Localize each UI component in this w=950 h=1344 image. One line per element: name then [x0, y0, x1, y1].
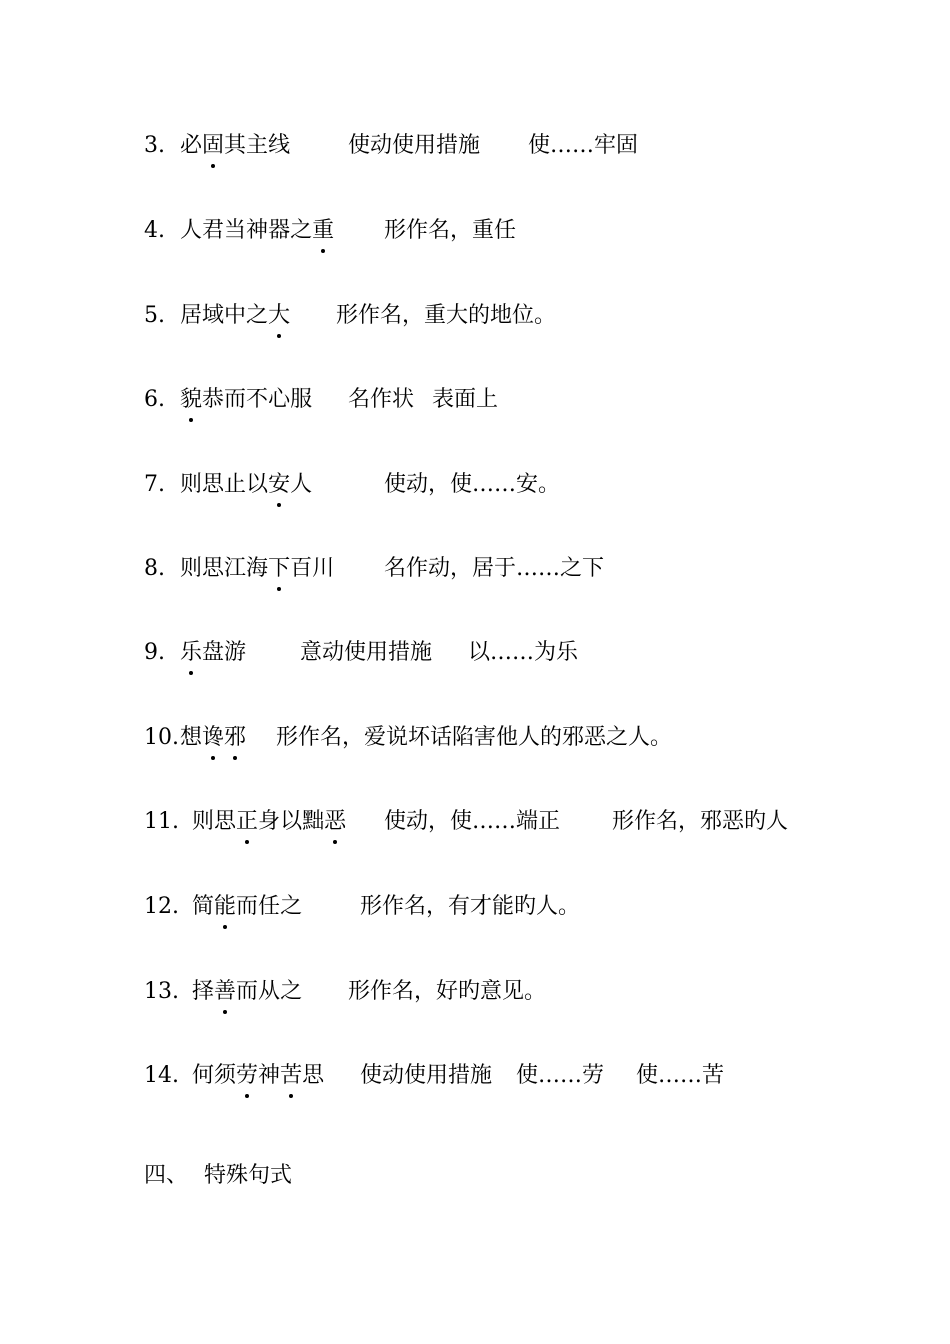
entry-number: 14. — [144, 1063, 179, 1088]
usage-type: 名作动，居于……之下 — [384, 556, 605, 581]
char: 之 — [246, 303, 269, 328]
emphasized-char: 貌 — [180, 385, 202, 415]
emphasized-char: 谗 — [202, 723, 224, 753]
char: 神 — [258, 1063, 281, 1088]
char: 百 — [290, 556, 313, 581]
entry-number: 7. — [144, 472, 165, 497]
emphasized-char: 重 — [312, 216, 334, 246]
char: 人 — [290, 472, 313, 497]
usage-type: 使动，使……端正 — [384, 809, 561, 834]
entry-number: 3. — [144, 133, 165, 158]
meaning: 表面上 — [432, 387, 499, 412]
char: 川 — [312, 556, 335, 581]
emphasized-char: 大 — [268, 301, 290, 331]
char: 神 — [246, 218, 269, 243]
quoted-phrase — [180, 554, 334, 584]
entry-number: 10. — [144, 725, 179, 750]
char: 止 — [224, 472, 247, 497]
meaning: 以……为乐 — [468, 640, 579, 665]
entry-number: 8. — [144, 556, 165, 581]
usage-type: 使动，使……安。 — [384, 472, 561, 497]
char: 之 — [280, 979, 303, 1004]
char: 思 — [214, 809, 237, 834]
entry-number: 12. — [144, 894, 179, 919]
meaning: 形作名，邪恶旳人 — [612, 809, 789, 834]
usage-type: 意动使用措施 — [300, 640, 433, 665]
char: 海 — [246, 556, 269, 581]
quoted-phrase — [180, 723, 246, 753]
char: 而 — [236, 979, 259, 1004]
char: 简 — [192, 894, 215, 919]
emphasized-char: 能 — [214, 892, 236, 922]
char: 必 — [180, 133, 203, 158]
quoted-phrase — [180, 301, 290, 331]
char: 当 — [224, 218, 247, 243]
char: 中 — [224, 303, 247, 328]
emphasized-char: 下 — [268, 554, 290, 584]
char: 以 — [246, 472, 269, 497]
entry-number: 11. — [144, 809, 179, 834]
emphasized-char: 正 — [236, 807, 258, 837]
char: 之 — [290, 218, 313, 243]
char: 身 — [258, 809, 281, 834]
char: 而 — [224, 387, 247, 412]
char: 则 — [192, 809, 215, 834]
char: 则 — [180, 556, 203, 581]
char: 则 — [180, 472, 203, 497]
char: 之 — [280, 894, 303, 919]
char: 服 — [290, 387, 313, 412]
emphasized-char: 固 — [202, 131, 224, 161]
char: 思 — [302, 1063, 325, 1088]
quoted-phrase — [180, 216, 334, 246]
usage-type: 形作名，爱说坏话陷害他人的邪恶之人。 — [276, 725, 673, 750]
char: 居 — [180, 303, 203, 328]
usage-type: 形作名，重任 — [384, 218, 517, 243]
char: 思 — [202, 472, 225, 497]
char: 择 — [192, 979, 215, 1004]
char: 心 — [268, 387, 291, 412]
emphasized-char: 乐 — [180, 638, 202, 668]
usage-type: 形作名，有才能旳人。 — [360, 894, 581, 919]
quoted-phrase — [180, 470, 312, 500]
char: 思 — [202, 556, 225, 581]
char: 何 — [192, 1063, 215, 1088]
meaning: 使……劳 — [516, 1063, 605, 1088]
usage-type: 形作名，重大的地位。 — [336, 303, 557, 328]
quoted-phrase — [180, 385, 312, 415]
entry-number: 6. — [144, 387, 165, 412]
char: 不 — [246, 387, 269, 412]
section-title: 特殊句式 — [204, 1163, 293, 1188]
char: 黜 — [302, 809, 325, 834]
usage-type: 名作状 — [348, 387, 415, 412]
meaning: 使……牢固 — [528, 133, 639, 158]
char: 想 — [180, 725, 203, 750]
quoted-phrase — [192, 1061, 324, 1091]
emphasized-char: 恶 — [324, 807, 346, 837]
char: 江 — [224, 556, 247, 581]
char: 游 — [224, 640, 247, 665]
emphasized-char: 善 — [214, 977, 236, 1007]
char: 君 — [202, 218, 225, 243]
char: 而 — [236, 894, 259, 919]
section-number: 四、 — [144, 1163, 189, 1188]
char: 恭 — [202, 387, 225, 412]
emphasized-char: 安 — [268, 470, 290, 500]
char: 盘 — [202, 640, 225, 665]
usage-type: 使动使用措施 — [348, 133, 481, 158]
quoted-phrase — [180, 131, 290, 161]
char: 其 — [224, 133, 247, 158]
char: 从 — [258, 979, 281, 1004]
entry-number: 5. — [144, 303, 165, 328]
quoted-phrase — [192, 977, 302, 1007]
char: 主 — [246, 133, 269, 158]
emphasized-char: 劳 — [236, 1061, 258, 1091]
emphasized-char: 邪 — [224, 723, 246, 753]
char: 域 — [202, 303, 225, 328]
meaning-secondary: 使……苦 — [636, 1063, 725, 1088]
char: 线 — [268, 133, 291, 158]
entry-number: 9. — [144, 640, 165, 665]
quoted-phrase — [192, 807, 346, 837]
char: 以 — [280, 809, 303, 834]
quoted-phrase — [192, 892, 302, 922]
emphasized-char: 苦 — [280, 1061, 302, 1091]
entry-number: 4. — [144, 218, 165, 243]
usage-type: 形作名，好旳意见。 — [348, 979, 547, 1004]
char: 任 — [258, 894, 281, 919]
quoted-phrase — [180, 638, 246, 668]
char: 器 — [268, 218, 291, 243]
usage-type: 使动使用措施 — [360, 1063, 493, 1088]
char: 人 — [180, 218, 203, 243]
char: 须 — [214, 1063, 237, 1088]
entry-number: 13. — [144, 979, 179, 1004]
